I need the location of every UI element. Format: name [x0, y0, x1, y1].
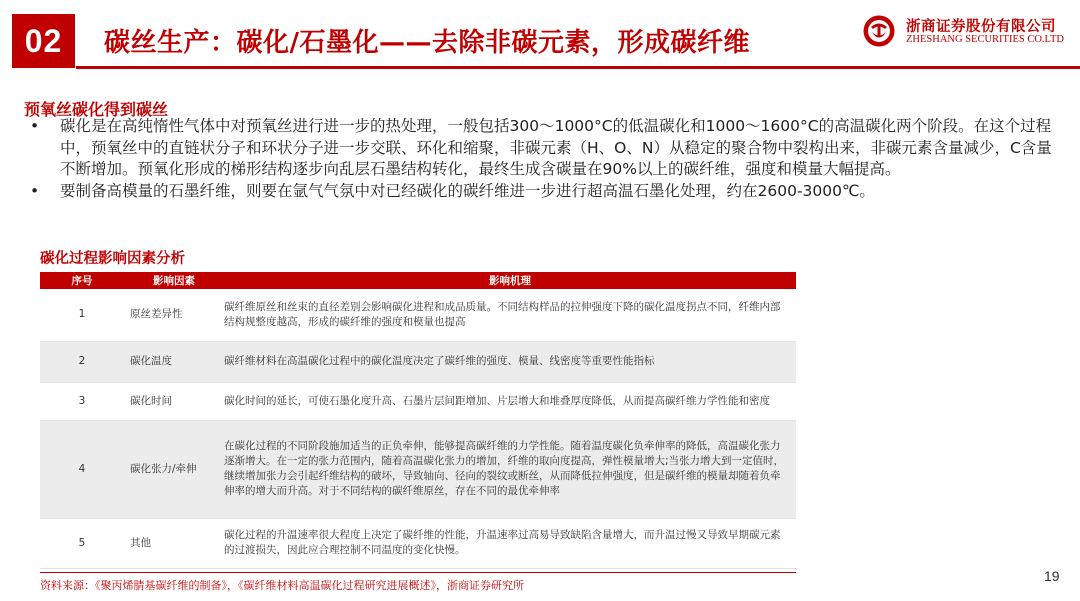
company-name-en: ZHESHANG SECURITIES CO.LTD — [906, 34, 1064, 45]
factors-table — [40, 272, 796, 569]
bullet-text: 碳化是在高纯惰性气体中对预氧丝进行进一步的热处理，一般包括300～1000°C的低温碳化和1000～1600°C的高温碳化两个阶段。在这个过程中，预氧丝中的直链状分子和环状分子进一步交联、环化和缩聚，非碳元素（H、O、N）从稳定的聚合物中裂构出来，非碳元素含量减少，C含量不断增加。预氧化形成的梯形结构逐步向乱层石墨结构转化，最终生成含碳量在90%以上的碳纤维，强度和模量大幅提高。 — [60, 117, 1052, 178]
bullet-dot: • — [30, 117, 40, 135]
cell-no: 5 — [78, 536, 86, 549]
cell-no: 1 — [78, 308, 86, 321]
cell-factor: 原丝差异性 — [130, 308, 183, 321]
zheshang-logo-icon — [862, 14, 896, 48]
section-number: 02 — [12, 14, 75, 68]
header-factor: 影响因素 — [153, 275, 195, 287]
source-divider — [40, 572, 796, 573]
company-logo — [862, 12, 1072, 52]
source-note: 资料来源：《聚丙烯腈基碳纤维的制备》，《碳纤维材料高温碳化过程研究进展概述》，浙商证券研究所 — [40, 579, 524, 592]
cell-mechanism: 在碳化过程的不同阶段施加适当的正负牵伸，能够提高碳纤维的力学性能。随着温度碳化负牵伸率的降低，高温碳化张力逐渐增大。在一定的张力范围内，随着高温碳化张力的增加，纤维的取向度提高，弹性模量增大;当张力增大到一定值时，继续增加张力会引起纤维结构的破坏，导致轴向、径向的裂纹或断丝，从而降低拉伸强度，但是碳纤维的模量却随着负牵伸率的增大而升高。对于不同结构的碳纤维原丝，存在不同的最优牵伸率 — [224, 440, 785, 497]
bullet-text: 要制备高模量的石墨纤维，则要在氩气气氛中对已经碳化的碳纤维进一步进行超高温石墨化处理，约在2600-3000℃。 — [60, 181, 875, 200]
cell-mechanism: 碳化时间的延长，可使石墨化度升高、石墨片层间距增加、片层增大和堆叠厚度降低，从而提高碳纤维力学性能和密度 — [224, 394, 770, 407]
table-row — [40, 289, 796, 341]
table-title: 碳化过程影响因素分析 — [40, 251, 185, 267]
page-title: 碳丝生产：碳化/石墨化——去除非碳元素，形成碳纤维 — [104, 28, 750, 58]
table-row — [40, 341, 796, 382]
title-divider — [76, 66, 1080, 69]
table-row — [40, 420, 796, 518]
table-row — [40, 382, 796, 420]
bullet-dot: • — [30, 181, 40, 200]
content-subheading: 预氧丝碳化得到碳丝 — [24, 100, 169, 119]
cell-mechanism: 碳化过程的升温速率很大程度上决定了碳纤维的性能，升温速率过高易导致缺陷含量增大，而升温过慢又导致早期碳元素的过渡损失，因此应合理控制不同温度的变化快慢。 — [224, 529, 781, 556]
company-name-cn: 浙商证券股份有限公司 — [906, 19, 1056, 35]
cell-factor: 碳化时间 — [130, 394, 172, 407]
cell-no: 3 — [78, 394, 86, 407]
cell-no: 4 — [78, 462, 86, 475]
cell-factor: 碳化张力/牵伸 — [130, 462, 197, 475]
cell-factor: 其他 — [130, 536, 151, 549]
table-header-row — [40, 272, 796, 289]
cell-factor: 碳化温度 — [130, 355, 172, 367]
table-row — [40, 518, 796, 568]
cell-no: 2 — [78, 355, 86, 367]
header-mechanism: 影响机理 — [489, 275, 531, 287]
bullet-list — [24, 116, 1054, 202]
cell-mechanism: 碳纤维材料在高温碳化过程中的碳化温度决定了碳纤维的强度、模量、线密度等重要性能指标 — [224, 355, 655, 367]
page-number: 19 — [1044, 568, 1060, 584]
bullet-item — [24, 181, 1054, 203]
bullet-item — [24, 116, 1054, 181]
header-no: 序号 — [71, 275, 93, 287]
cell-mechanism: 碳纤维原丝和丝束的直径差别会影响碳化进程和成品质量。不同结构样品的拉伸强度下降的碳化温度拐点不同，纤维内部结构规整度越高，形成的碳纤维的强度和模量也提高 — [224, 300, 781, 328]
